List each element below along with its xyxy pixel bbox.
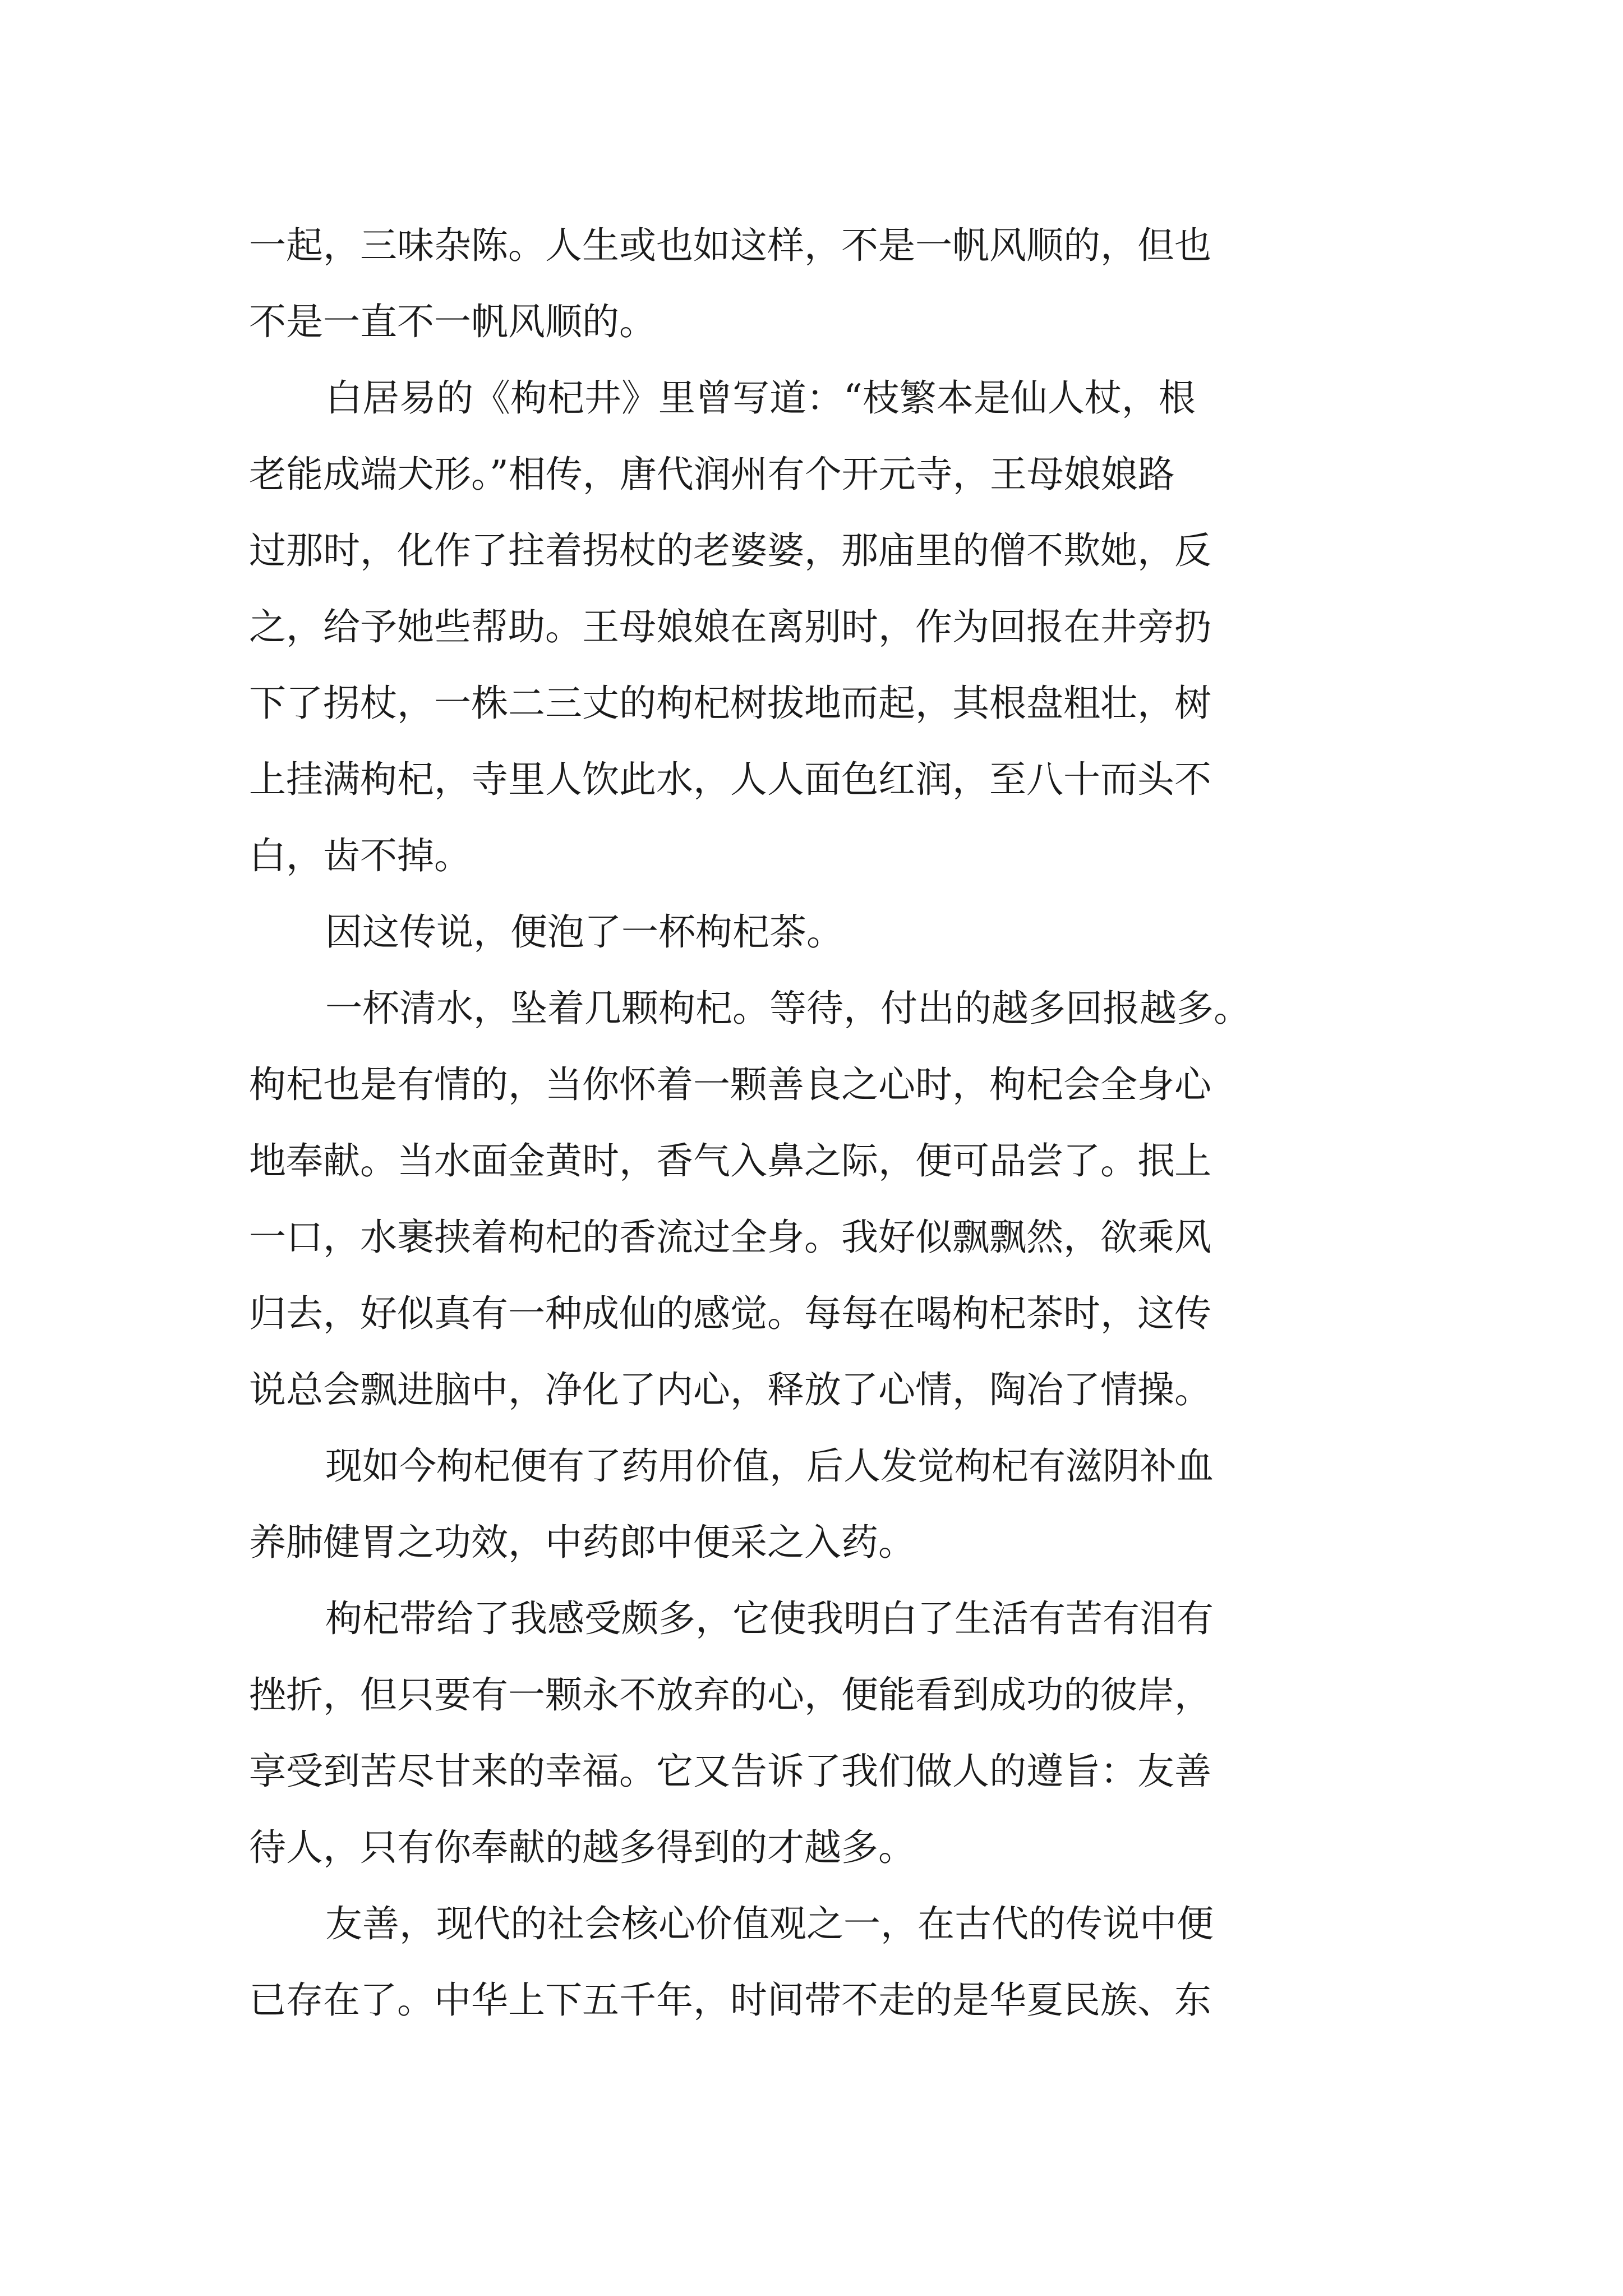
text-line: 一起，三味杂陈。人生或也如这样，不是一帆风顺的，但也 bbox=[249, 224, 1211, 267]
text-line: 不是一直不一帆风顺的。 bbox=[249, 300, 656, 343]
text-line: 地奉献。当水面金黄时，香气入鼻之际，便可品尝了。抿上 bbox=[249, 1139, 1211, 1182]
text-line: 享受到苦尽甘来的幸福。它又告诉了我们做人的遵旨：友善 bbox=[249, 1750, 1211, 1793]
text-line: 过那时，化作了拄着拐杖的老婆婆，那庙里的僧不欺她，反 bbox=[249, 529, 1211, 572]
text-line: 下了拐杖，一株二三丈的枸杞树拔地而起，其根盘粗壮，树 bbox=[249, 682, 1211, 725]
text-line: 挫折，但只要有一颗永不放弃的心，便能看到成功的彼岸， bbox=[249, 1673, 1211, 1717]
text-line: 之，给予她些帮助。王母娘娘在离别时，作为回报在井旁扔 bbox=[249, 605, 1211, 648]
text-line: 枸杞带给了我感受颇多，它使我明白了生活有苦有泪有 bbox=[325, 1597, 1214, 1640]
text-line: 一杯清水，坠着几颗枸杞。等待，付出的越多回报越多。 bbox=[325, 987, 1251, 1030]
text-line: 说总会飘进脑中，净化了内心，释放了心情，陶冶了情操。 bbox=[249, 1368, 1211, 1411]
text-line: 友善，现代的社会核心价值观之一，在古代的传说中便 bbox=[325, 1902, 1214, 1945]
text-line: 上挂满枸杞，寺里人饮此水，人人面色红润，至八十而头不 bbox=[249, 758, 1211, 801]
text-line: 枸杞也是有情的，当你怀着一颗善良之心时，枸杞会全身心 bbox=[249, 1063, 1211, 1106]
text-line: 白居易的《枸杞井》里曾写道：“枝繁本是仙人杖，根 bbox=[325, 376, 1196, 420]
text-line: 养肺健胃之功效，中药郎中便采之入药。 bbox=[249, 1521, 915, 1564]
text-line: 一口，水裹挟着枸杞的香流过全身。我好似飘飘然，欲乘风 bbox=[249, 1216, 1211, 1259]
text-line: 待人，只有你奉献的越多得到的才越多。 bbox=[249, 1826, 915, 1869]
text-line: 已存在了。中华上下五千年，时间带不走的是华夏民族、东 bbox=[249, 1978, 1211, 2022]
text-line: 因这传说，便泡了一杯枸杞茶。 bbox=[325, 910, 843, 954]
text-line: 归去，好似真有一种成仙的感觉。每每在喝枸杞茶时，这传 bbox=[249, 1292, 1211, 1335]
text-line: 老能成端犬形。”相传，唐代润州有个开元寺，王母娘娘路 bbox=[249, 453, 1175, 496]
text-line: 白，齿不掉。 bbox=[249, 834, 471, 877]
body-text bbox=[249, 208, 1427, 2039]
text-line: 现如今枸杞便有了药用价值，后人发觉枸杞有滋阴补血 bbox=[325, 1444, 1214, 1488]
